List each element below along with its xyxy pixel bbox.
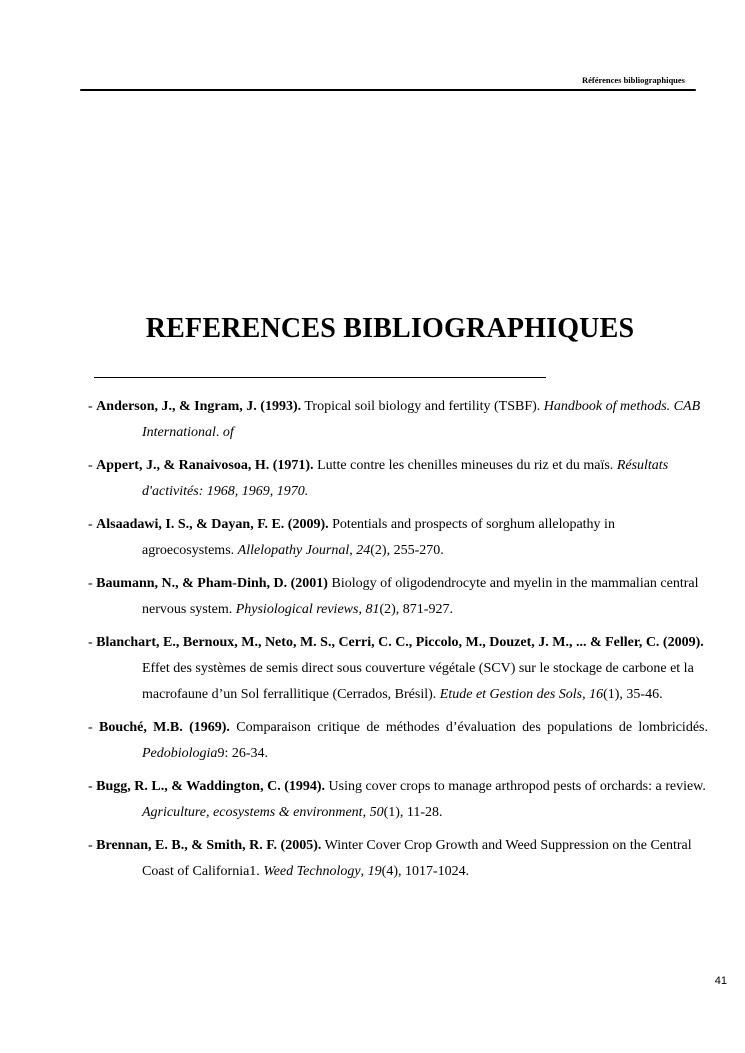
reference-text: Tropical soil biology and fertility (TSBF). — [301, 399, 544, 414]
reference-prefix: - — [88, 458, 97, 473]
title-rule — [94, 377, 546, 378]
reference-issue-pages: (2), 255-270. — [370, 543, 444, 558]
reference-text: Using cover crops to manage arthropod pests of orchards: a review. — [325, 779, 706, 794]
reference-separator: , — [358, 602, 366, 617]
reference-prefix: - — [88, 635, 97, 650]
reference-journal: Weed Technology — [263, 864, 361, 879]
reference-authors: Appert, J., & Ranaivosoa, H. (1971). — [96, 458, 314, 473]
reference-item — [88, 512, 708, 564]
reference-authors: Brennan, E. B., & Smith, R. F. (2005). — [96, 838, 322, 853]
reference-separator: , — [362, 805, 370, 820]
reference-text: Comparaison critique de méthodes d’évaluation des populations de lombricidés. — [229, 720, 708, 735]
reference-tail: . — [215, 425, 223, 440]
reference-text: Effet des systèmes de semis direct sous couverture végétale (SCV) sur le stockage de carbone et la macrofaune d’un Sol ferrallitique (Cerrados, Brésil). — [142, 661, 694, 702]
reference-separator: , — [349, 543, 357, 558]
reference-volume: 24 — [356, 543, 371, 558]
reference-issue-pages: (2), 871-927. — [379, 602, 453, 617]
reference-prefix: - — [88, 399, 97, 414]
reference-item — [88, 394, 708, 446]
reference-prefix: - — [88, 720, 99, 735]
reference-text: Biology of oligodendrocyte and myelin in the mammalian central nervous system. — [142, 576, 699, 617]
reference-prefix: - — [88, 838, 97, 853]
reference-separator: , — [360, 864, 368, 879]
reference-authors: Anderson, J., & Ingram, J. (1993). — [96, 399, 302, 414]
reference-item — [88, 715, 708, 767]
reference-item — [88, 833, 708, 885]
reference-issue-pages: (1), 11-28. — [383, 805, 443, 820]
page-title: REFERENCES BIBLIOGRAPHIQUES — [145, 313, 635, 344]
reference-authors: Blanchart, E., Bernoux, M., Neto, M. S., Cerri, C. C., Piccolo, M., Douzet, J. M., ... & Feller, C. (2009). — [96, 635, 704, 650]
reference-item — [88, 774, 708, 826]
reference-issue-pages: (4), 1017-1024. — [381, 864, 470, 879]
reference-text: Lutte contre les chenilles mineuses du riz et du maïs. — [313, 458, 617, 473]
reference-volume: 50 — [369, 805, 384, 820]
reference-source: Handbook of methods. CAB International — [142, 399, 701, 440]
reference-text: Winter Cover Crop Growth and Weed Suppression on the Central Coast of California1. — [142, 838, 692, 879]
reference-journal: Allelopathy Journal — [237, 543, 350, 558]
reference-authors: Bugg, R. L., & Waddington, C. (1994). — [96, 779, 326, 794]
reference-volume: 81 — [365, 602, 380, 617]
reference-source: Résultats d'activités: 1968, 1969, 1970. — [142, 458, 669, 499]
reference-item — [88, 630, 708, 708]
reference-authors: Bouché, M.B. (1969). — [99, 720, 230, 735]
reference-volume: 16 — [589, 687, 604, 702]
reference-issue-pages: (1), 35-46. — [603, 687, 663, 702]
reference-item — [88, 571, 708, 623]
reference-volume: 19 — [367, 864, 382, 879]
reference-separator: , — [582, 687, 590, 702]
reference-prefix: - — [88, 517, 97, 532]
reference-prefix: - — [88, 779, 97, 794]
reference-issue-pages: 9: 26-34. — [217, 746, 268, 761]
reference-journal: Agriculture, ecosystems & environment — [142, 805, 363, 820]
header-rule — [80, 89, 696, 91]
reference-authors: Baumann, N., & Pham-Dinh, D. (2001) — [96, 576, 328, 591]
running-header: Références bibliographiques — [581, 75, 685, 85]
reference-authors: Alsaadawi, I. S., & Dayan, F. E. (2009). — [96, 517, 329, 532]
page-number: 41 — [714, 975, 727, 987]
reference-journal: Physiological reviews — [235, 602, 359, 617]
reference-journal: Pedobiologia — [142, 746, 218, 761]
reference-list — [88, 394, 708, 892]
reference-text: Potentials and prospects of sorghum allelopathy in agroecosystems. — [142, 517, 615, 558]
reference-journal: Etude et Gestion des Sols — [439, 687, 583, 702]
reference-source-extra: of — [222, 425, 234, 440]
reference-prefix: - — [88, 576, 97, 591]
reference-item — [88, 453, 708, 505]
